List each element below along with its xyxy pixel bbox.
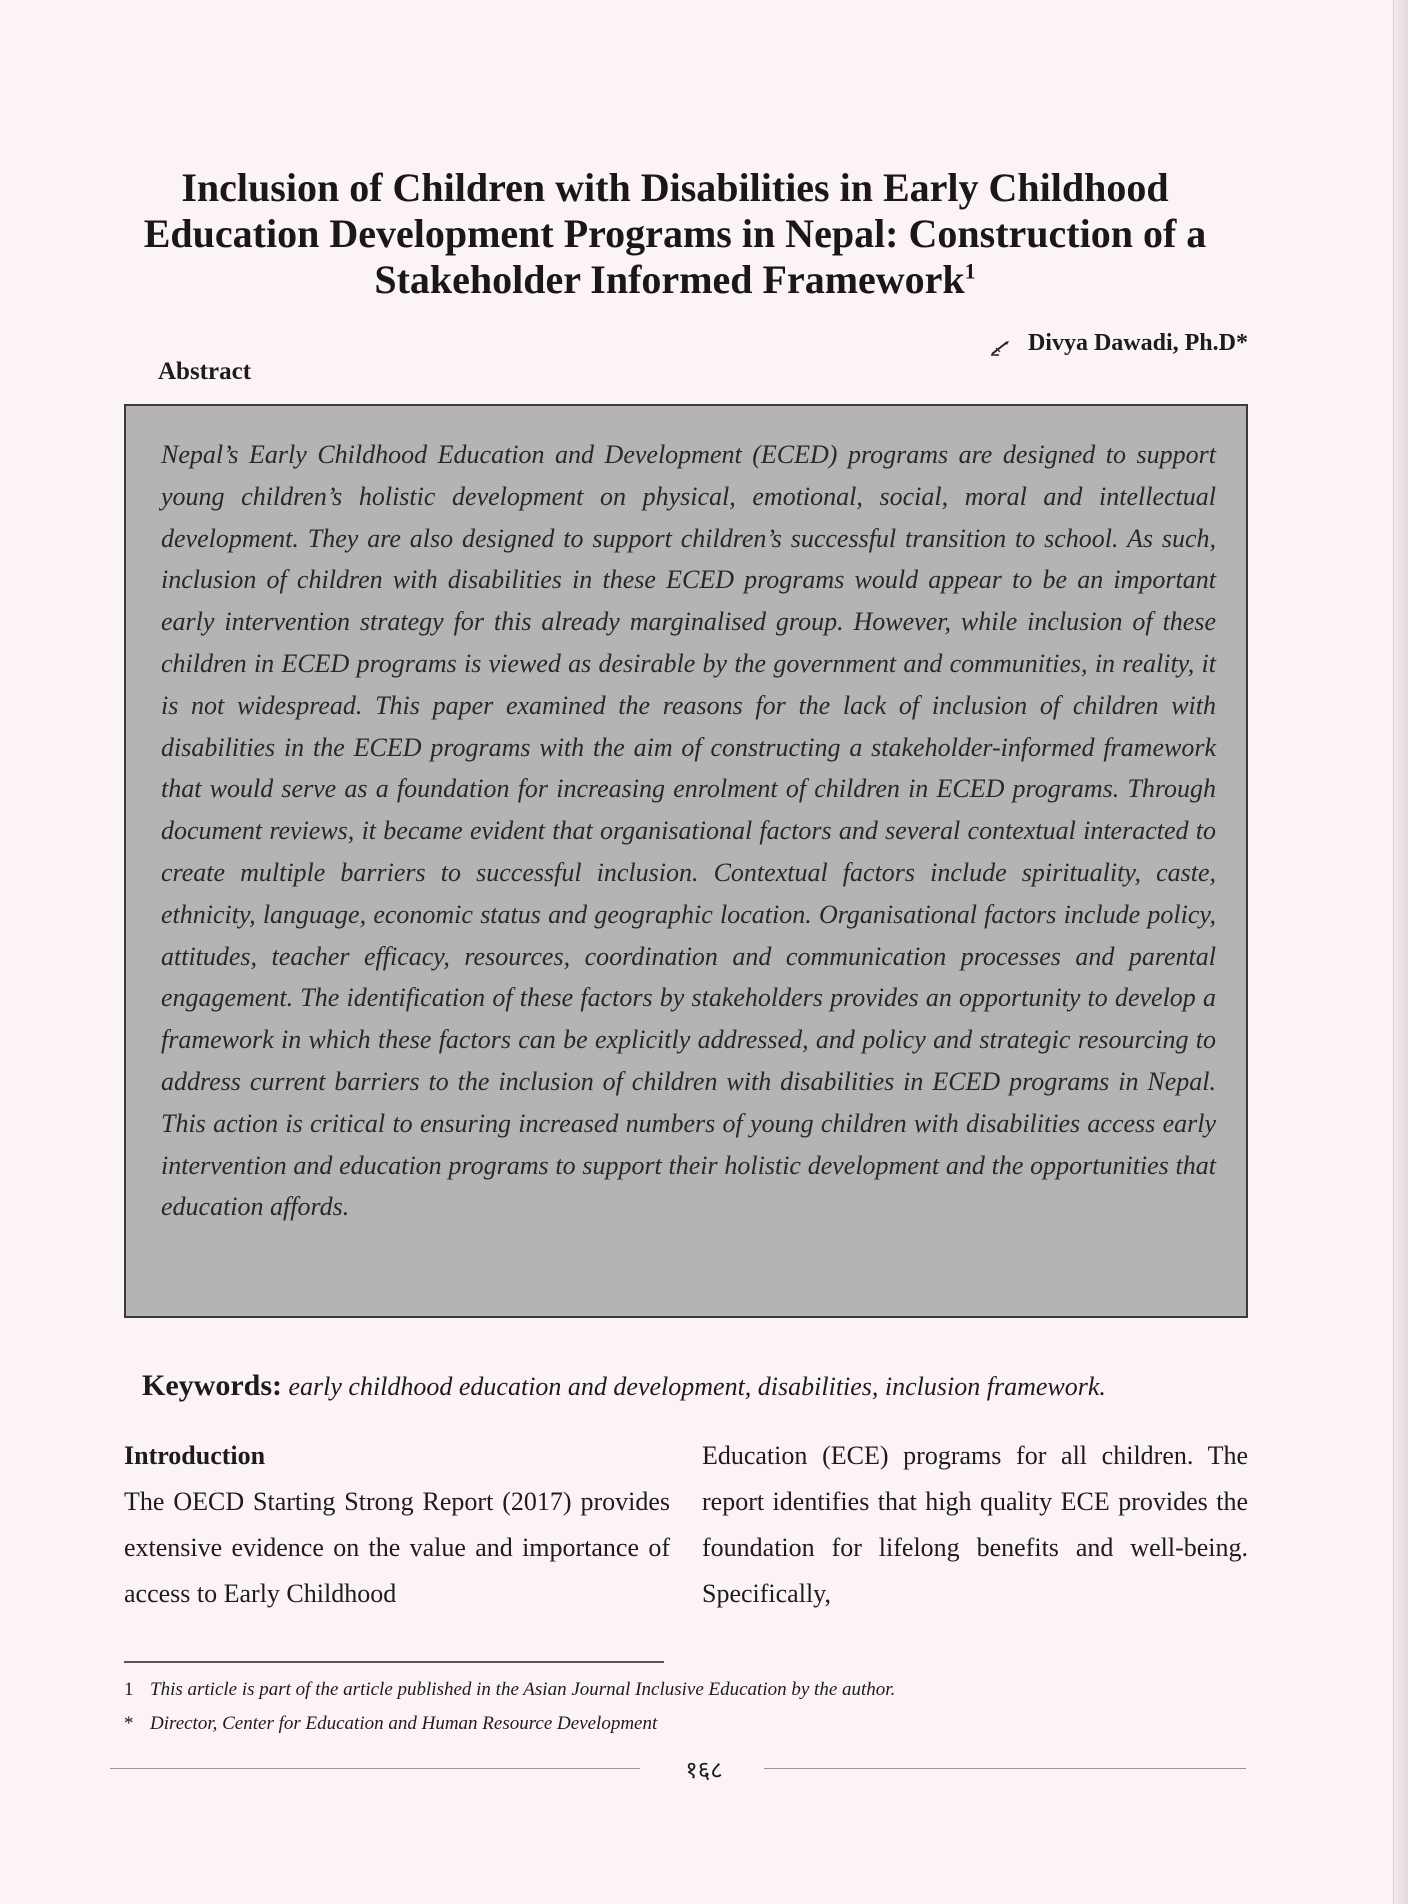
footnote-mark: 1 (124, 1679, 134, 1700)
keywords-label: Keywords: (142, 1369, 282, 1402)
footnote-text: Director, Center for Education and Human Resource Development (150, 1713, 658, 1734)
title-line-3: Stakeholder Informed Framework (374, 257, 965, 302)
footnote-mark: * (124, 1713, 134, 1734)
abstract-box (124, 404, 1248, 1318)
abstract-text: Nepal’s Early Childhood Education and Development (ECED) programs are designed to support young children’s holistic development on physical, emotional, social, moral and intellectual development. They are also designed to support children’s successful transition to school. As such, inclusion of children with disabilities in these ECED programs would appear to be an important early intervention strategy for this already marginalised group. However, while inclusion of these children in ECED programs is viewed as desirable by the government and communities, in reality, it is not widespread. This paper examined the reasons for the lack of inclusion of children with disabilities in the ECED programs with the aim of constructing a stakeholder-informed framework that would serve as a foundation for increasing enrolment of children in ECED programs. Through document reviews, it became evident that organisational factors and several contextual interacted to create multiple barriers to successful inclusion. Contextual factors include spirituality, caste, ethnicity, language, economic status and geographic location. Organisational factors include policy, attitudes, teacher efficacy, resources, coordination and communication processes and parental engagement. The identification of these factors by stakeholders provides an opportunity to develop a framework in which these factors can be explicitly addressed, and policy and strategic resourcing to address current barriers to the inclusion of children with disabilities in ECED programs in Nepal. This action is critical to ensuring increased numbers of young children with disabilities access early intervention and education programs to support their holistic development and the opportunities that education affords. (161, 440, 1216, 1222)
page-rule-right (764, 1768, 1246, 1769)
keywords-text: early childhood education and development, disabilities, inclusion framework. (288, 1372, 1106, 1401)
author-line (990, 330, 1248, 357)
introduction-left-text: The OECD Starting Strong Report (2017) provides extensive evidence on the value and importance of access to Early Childhood (124, 1487, 670, 1608)
page-edge (1393, 0, 1408, 1904)
introduction-right-text: Education (ECE) programs for all children. The report identifies that high quality ECE provides the foundation for lifelong benefits and well-being. Specifically, (702, 1441, 1248, 1608)
footnotes (124, 1673, 1224, 1741)
pen-icon (990, 336, 1012, 352)
footnote (124, 1673, 1224, 1707)
footnote (124, 1707, 1224, 1741)
page-number: १६८ (685, 1758, 723, 1784)
footnote-rule (124, 1661, 664, 1663)
footnote-text: This article is part of the article published in the Asian Journal Inclusive Education by the author. (150, 1679, 896, 1700)
title-line-1: Inclusion of Children with Disabilities in Early Childhood (181, 165, 1169, 210)
column-right (702, 1433, 1248, 1617)
title-footnote-ref: 1 (964, 258, 976, 284)
abstract-heading: Abstract (158, 358, 252, 385)
column-left (124, 1433, 670, 1617)
introduction-heading: Introduction (124, 1441, 266, 1470)
keywords (142, 1366, 1232, 1407)
author-name: Divya Dawadi, Ph.D* (1027, 330, 1248, 356)
title-line-2: Education Development Programs in Nepal: Construction of a (143, 211, 1207, 256)
paper-title (110, 165, 1240, 303)
